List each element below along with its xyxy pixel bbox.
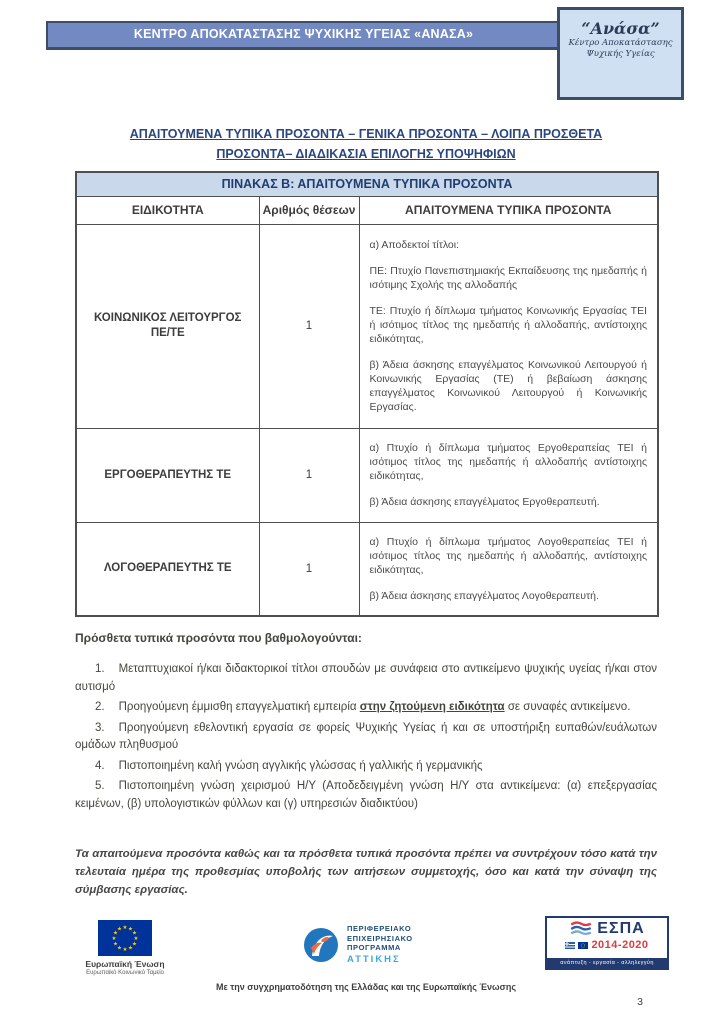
additional-qualifications-section bbox=[75, 631, 657, 816]
pep-line3: ΠΡΟΓΡΑΜΜΑ bbox=[347, 943, 401, 952]
list-item-number: 1. bbox=[95, 663, 105, 675]
specialty-cell: ΕΡΓΟΘΕΡΑΠΕΥΤΗΣ ΤΕ bbox=[76, 428, 259, 522]
table-header-row bbox=[76, 196, 658, 224]
list-item-text: Πιστοποιημένη καλή γνώση αγγλικής γλώσσας ή γαλλικής ή γερμανικής bbox=[118, 759, 483, 772]
header-bar-title: ΚΕΝΤΡΟ ΑΠΟΚΑΤΑΣΤΑΣΗΣ ΨΥΧΙΚΗΣ ΥΓΕΙΑΣ «ΑΝΑΣΑ» bbox=[46, 21, 559, 50]
requirement-paragraph: α) Πτυχίο ή δίπλωμα τμήματος Λογοθεραπείας ΤΕΙ ή ισότιμος τίτλος της ημεδαπής ή αλλοδαπής, αντίστοιχης ειδικότητας, bbox=[369, 535, 648, 576]
requirements-cell bbox=[359, 522, 658, 616]
list-item-text: Προηγούμενη εθελοντική εργασία σε φορείς Ψυχικής Υγείας ή και σε υποστήριξη ευπαθών/ευάλωτων ομάδων πληθυσμού bbox=[75, 721, 657, 751]
requirement-paragraph: β) Άδεια άσκησης επαγγέλματος Εργοθεραπευτή. bbox=[369, 496, 600, 508]
table-row bbox=[76, 522, 658, 616]
col-header-specialty: ΕΙΔΙΚΟΤΗΤΑ bbox=[76, 196, 259, 224]
list-item-number: 2. bbox=[95, 701, 105, 713]
specialty-cell: ΛΟΓΟΘΕΡΑΠΕΥΤΗΣ ΤΕ bbox=[76, 522, 259, 616]
svg-text:★: ★ bbox=[113, 941, 118, 948]
specialty-cell: ΚΟΙΝΩΝΙΚΟΣ ΛΕΙΤΟΥΡΓΟΣ ΠΕ/ΤΕ bbox=[76, 224, 259, 428]
requirement-paragraph: β) Άδεια άσκησης επαγγέλματος Κοινωνικού Λειτουργού ή Κοινωνικής Εργασίας (ΤΕ) ή βεβαίωση άσκησης επαγγέλματος Κοινωνικού Λειτουργού ή Κοινωνικής Εργασίας. bbox=[369, 359, 648, 413]
page-title-line1: ΑΠΑΙΤΟΥΜΕΝΑ ΤΥΠΙΚΑ ΠΡΟΣΟΝΤΑ – ΓΕΝΙΚΑ ΠΡΟΣΟΝΤΑ – ΛΟΙΠΑ ΠΡΟΣΘΕΤΑ bbox=[129, 127, 603, 141]
svg-text:★: ★ bbox=[132, 930, 137, 937]
espa-motto: ανάπτυξη - εργασία - αλληλεγγύη bbox=[547, 958, 667, 968]
list-item-text: Μεταπτυχιακοί ή/και διδακτορικοί τίτλοι σπουδών με συνάφεια στο αντικείμενο ψυχικής υγείας ή/και στον αυτισμό bbox=[75, 663, 657, 693]
table-caption: ΠΙΝΑΚΑΣ Β: ΑΠΑΙΤΟΥΜΕΝΑ ΤΥΠΙΚΑ ΠΡΟΣΟΝΤΑ bbox=[76, 172, 658, 196]
svg-text:★: ★ bbox=[133, 936, 139, 942]
svg-text:★: ★ bbox=[113, 930, 118, 937]
list-item-number: 4. bbox=[95, 759, 105, 772]
requirement-paragraph: α) Αποδεκτοί τίτλοι: bbox=[369, 239, 460, 251]
eu-mini-flag-icon bbox=[578, 942, 588, 949]
svg-text:★: ★ bbox=[117, 926, 122, 933]
list-item bbox=[75, 720, 657, 755]
deadline-note: Τα απαιτούμενα προσόντα καθώς και τα πρόσθετα τυπικά προσόντα πρέπει να συντρέχουν τόσο κατά την τελευταία ημέρα της προθεσμίας υποβολής των αιτήσεων συμμετοχής, όσο και κατά την σύναψη της σύμβασης εργασίας. bbox=[75, 848, 657, 896]
svg-text:★: ★ bbox=[111, 936, 117, 942]
attiki-programme-logo-block bbox=[303, 924, 413, 966]
anasa-logo-line1: Κέντρο Αποκατάστασης bbox=[568, 38, 673, 48]
qualifications-table bbox=[75, 171, 659, 617]
pep-line4: ΑΤΤΙΚΗΣ bbox=[347, 953, 401, 965]
espa-logo-block bbox=[545, 916, 669, 970]
requirement-paragraph: ΤΕ: Πτυχίο ή δίπλωμα τμήματος Κοινωνικής Εργασίας ΤΕΙ ή ισότιμος τίτλος της ημεδαπής ή αλλοδαπής, αντίστοιχης ειδικότητας, bbox=[369, 305, 648, 345]
svg-text:★: ★ bbox=[117, 945, 122, 952]
list-item-number: 5. bbox=[95, 780, 105, 792]
eu-logo-block bbox=[85, 920, 165, 976]
svg-text:★: ★ bbox=[122, 925, 128, 931]
requirement-paragraph: α) Πτυχίο ή δίπλωμα τμήματος Εργοθεραπείας ΤΕΙ ή ισότιμος τίτλος της ημεδαπής ή αλλοδαπής αντίστοιχης ειδικότητας, bbox=[369, 442, 648, 482]
requirements-cell bbox=[359, 428, 658, 522]
list-item bbox=[75, 778, 657, 813]
positions-cell: 1 bbox=[259, 428, 359, 522]
anasa-logo-name: “Ανάσα” bbox=[581, 19, 660, 38]
table-row bbox=[76, 224, 658, 428]
list-item-number: 3. bbox=[95, 721, 105, 734]
eu-flag-icon bbox=[98, 920, 152, 956]
espa-name: ΕΣΠΑ bbox=[597, 920, 645, 937]
pep-line2: ΕΠΙΧΕΙΡΗΣΙΑΚΟ bbox=[347, 933, 413, 943]
anasa-logo bbox=[557, 7, 684, 100]
svg-text:★: ★ bbox=[128, 945, 133, 952]
list-item-emphasis: στην ζητούμενη ειδικότητα bbox=[359, 701, 505, 713]
table-row bbox=[76, 428, 658, 522]
section-heading: Πρόσθετα τυπικά προσόντα που βαθμολογούνται: bbox=[75, 631, 362, 645]
positions-cell: 1 bbox=[259, 224, 359, 428]
espa-waves-icon bbox=[569, 921, 593, 937]
table-caption-row bbox=[76, 172, 658, 196]
eu-logo-subcaption: Ευρωπαϊκό Κοινωνικό Ταμείο bbox=[86, 970, 164, 976]
requirements-cell bbox=[359, 224, 658, 428]
positions-cell: 1 bbox=[259, 522, 359, 616]
requirement-paragraph: β) Άδεια άσκησης επαγγέλματος Λογοθεραπευτή. bbox=[369, 589, 599, 602]
eu-logo-caption: Ευρωπαϊκή Ένωση bbox=[85, 959, 165, 969]
attiki-swirl-icon bbox=[303, 927, 339, 963]
page-title-line2: ΠΡΟΣΟΝΤΑ– ΔΙΑΔΙΚΑΣΙΑ ΕΠΙΛΟΓΗΣ ΥΠΟΨΗΦΙΩΝ bbox=[216, 147, 516, 161]
col-header-positions: Αριθμός θέσεων bbox=[259, 196, 359, 224]
svg-text:★: ★ bbox=[128, 926, 133, 933]
pep-line1: ΠΕΡΙΦΕΡΕΙΑΚΟ bbox=[347, 924, 412, 933]
list-item bbox=[75, 699, 657, 717]
requirement-paragraph: ΠΕ: Πτυχίο Πανεπιστημιακής Εκπαίδευσης της ημεδαπής ή ισότιμης Σχολής της αλλοδαπής bbox=[369, 265, 648, 291]
list-item-text: Προηγούμενη έμμισθη επαγγελματική εμπειρία bbox=[118, 701, 360, 713]
greek-flag-icon bbox=[565, 942, 575, 949]
cofunding-statement: Με την συγχρηματοδότηση της Ελλάδας και της Ευρωπαϊκής Ένωσης bbox=[215, 982, 516, 992]
page-title bbox=[75, 124, 657, 164]
svg-text:★: ★ bbox=[122, 947, 128, 953]
svg-text:★: ★ bbox=[132, 941, 137, 948]
espa-period: 2014-2020 bbox=[591, 939, 649, 951]
anasa-logo-line2: Ψυχικής Υγείας bbox=[586, 49, 655, 59]
list-item bbox=[75, 661, 657, 696]
list-item-text: σε συναφές αντικείμενο. bbox=[504, 701, 631, 713]
col-header-requirements: ΑΠΑΙΤΟΥΜΕΝΑ ΤΥΠΙΚΑ ΠΡΟΣΟΝΤΑ bbox=[359, 196, 658, 224]
list-item-text: Πιστοποιημένη γνώση χειρισμού Η/Υ (Αποδεδειγμένη γνώση Η/Υ στα αντικείμενα: (α) επεξεργασίας κειμένων, (β) υπολογιστικών φύλλων και (γ) υπηρεσιών διαδικτύου) bbox=[75, 780, 657, 810]
list-item bbox=[75, 758, 657, 776]
page-number: 3 bbox=[637, 996, 643, 1008]
